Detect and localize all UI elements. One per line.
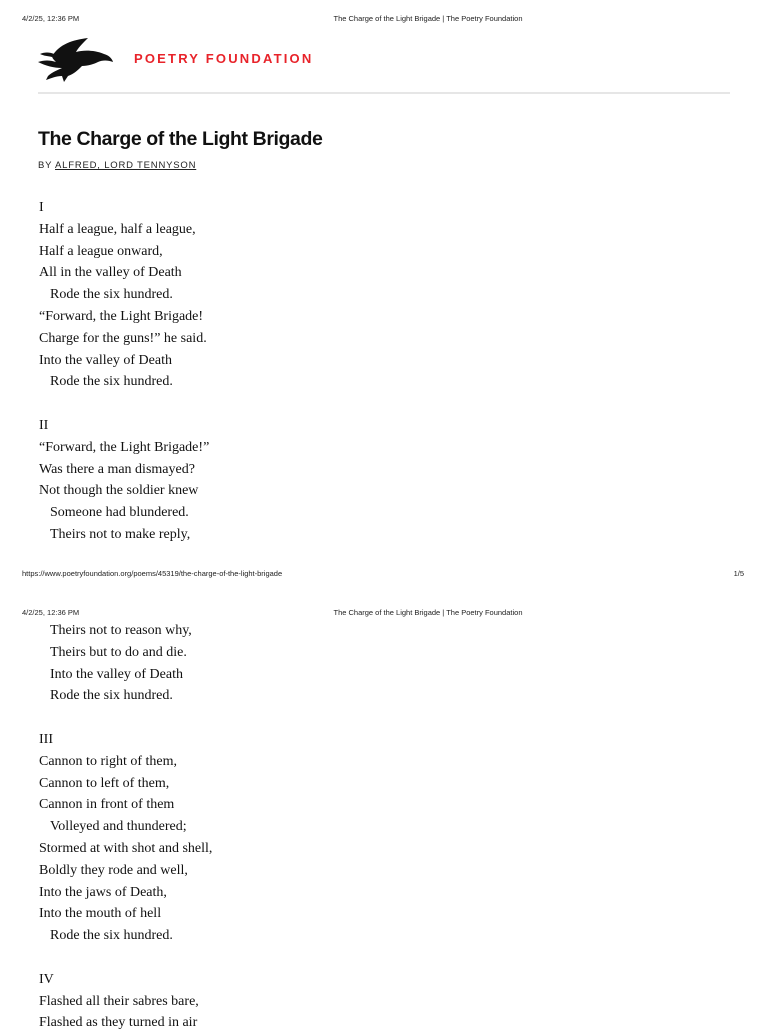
poem-line: Cannon in front of them (39, 797, 175, 813)
by-label: BY (38, 160, 53, 171)
poem-line: Stormed at with shot and shell, (39, 840, 213, 856)
poem-line: Was there a man dismayed? (39, 461, 195, 477)
poem-line: Rode the six hundred. (50, 287, 173, 303)
stanza-numeral: II (39, 417, 49, 433)
poem-line: Not though the soldier knew (39, 483, 199, 499)
poem-body-page-2 (39, 620, 212, 1034)
poem-line: “Forward, the Light Brigade!” (39, 439, 210, 455)
poem-line: “Forward, the Light Brigade! (39, 308, 204, 324)
header-divider (38, 92, 730, 94)
poem-line: Rode the six hundred. (50, 928, 173, 944)
pegasus-icon[interactable] (38, 36, 114, 82)
stanza-numeral: IV (39, 971, 54, 987)
poem-line: Half a league, half a league, (39, 221, 196, 237)
poem-title: The Charge of the Light Brigade (38, 128, 323, 150)
print-url: https://www.poetryfoundation.org/poems/45319/the-charge-of-the-light-brigade (22, 569, 283, 578)
poem-line: Cannon to right of them, (39, 753, 178, 769)
stanza-numeral: III (39, 731, 53, 747)
poem-body-page-1 (39, 197, 209, 546)
poem-line: Theirs but to do and die. (50, 644, 187, 660)
poem-line: Volleyed and thundered; (50, 819, 187, 835)
poem-line: Into the jaws of Death, (39, 884, 167, 900)
poem-byline (38, 160, 196, 171)
poem-line: Someone had blundered. (50, 505, 189, 521)
brand-wordmark[interactable]: POETRY FOUNDATION (134, 51, 314, 66)
poem-line: Half a league onward, (39, 243, 163, 259)
poem-line: All in the valley of Death (39, 265, 182, 281)
poem-line: Theirs not to make reply, (50, 526, 191, 542)
print-page-number: 1/5 (733, 569, 744, 578)
poem-line: Rode the six hundred. (50, 688, 173, 704)
print-datetime: 4/2/25, 12:36 PM (22, 608, 80, 617)
print-datetime: 4/2/25, 12:36 PM (22, 14, 80, 23)
poem-line: Rode the six hundred. (50, 374, 173, 390)
poem-line: Cannon to left of them, (39, 775, 170, 791)
poem-line: Into the valley of Death (50, 666, 183, 682)
author-link[interactable]: ALFRED, LORD TENNYSON (55, 160, 197, 171)
poem-line: Into the mouth of hell (39, 906, 162, 922)
poem-line: Theirs not to reason why, (50, 623, 192, 638)
poem-line: Into the valley of Death (39, 352, 172, 368)
print-page-title: The Charge of the Light Brigade | The Poetry Foundation (333, 608, 523, 617)
site-header (38, 36, 738, 84)
poem-line: Charge for the guns!” he said. (39, 330, 207, 346)
poem-line: Flashed as they turned in air (39, 1015, 198, 1031)
poem-line: Boldly they rode and well, (39, 862, 188, 878)
stanza-numeral: I (39, 200, 44, 215)
print-page-title: The Charge of the Light Brigade | The Poetry Foundation (333, 14, 523, 23)
poem-line: Flashed all their sabres bare, (39, 993, 199, 1009)
